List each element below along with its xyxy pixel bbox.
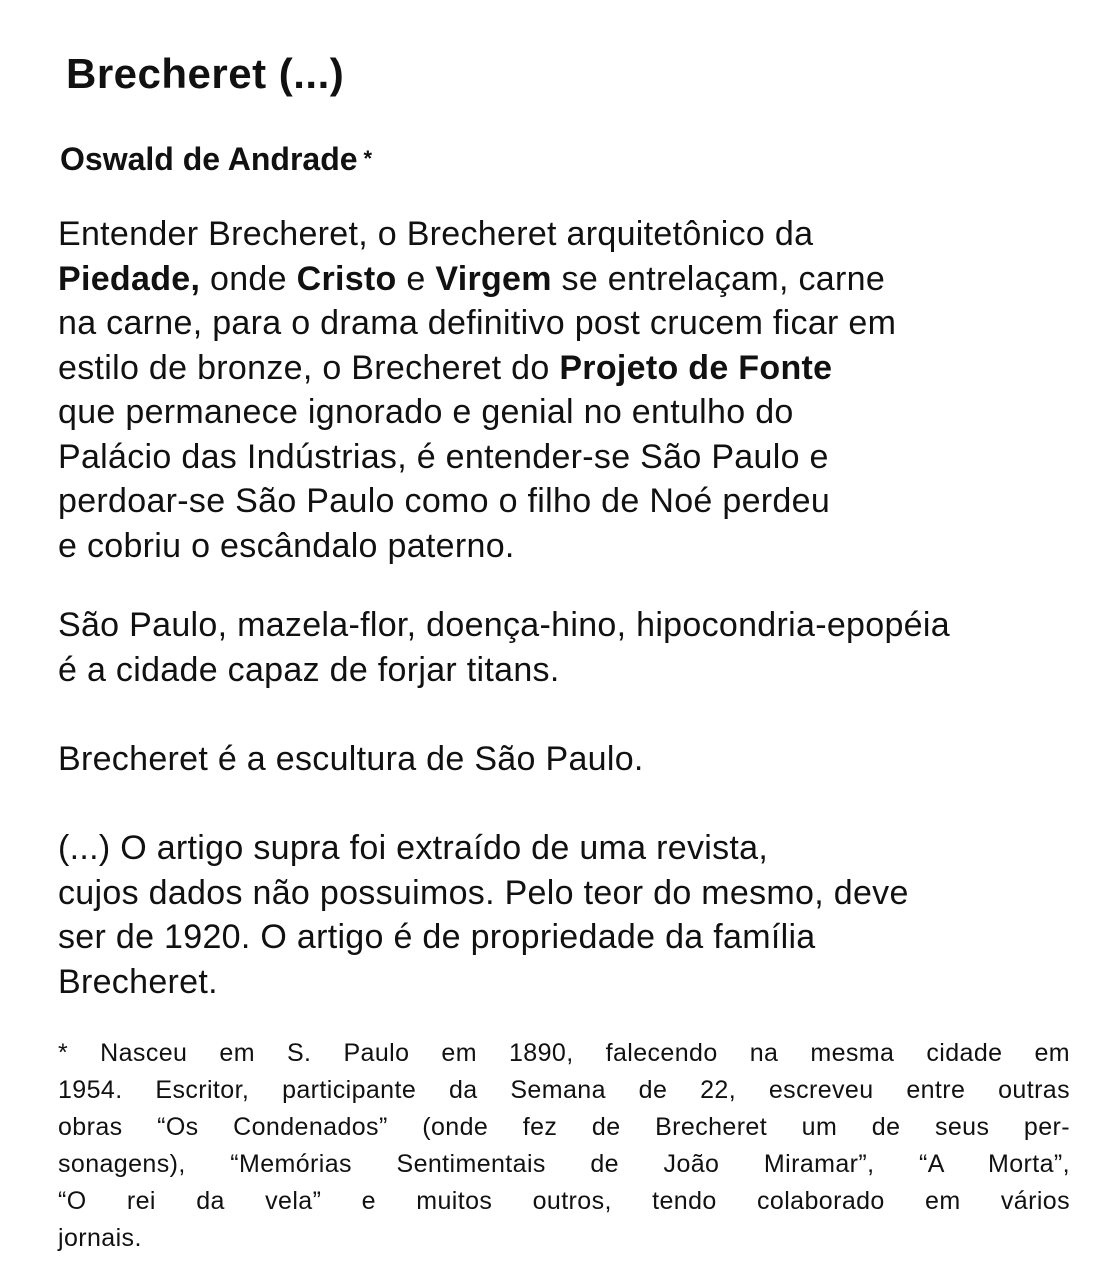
paragraph-1-line (58, 212, 1078, 257)
text-segment: e (396, 259, 436, 298)
footnote-line: jornais. (58, 1224, 142, 1252)
paragraph-4-line: (...) O artigo supra foi extraído de uma revista, (58, 829, 769, 867)
paragraph-1-line (58, 257, 1078, 302)
bold-term-cristo: Cristo (296, 259, 397, 298)
bold-term-projeto-de-fonte: Projeto de Fonte (559, 348, 833, 387)
paragraph-3 (58, 737, 1078, 782)
text-segment: estilo de bronze, o Brecheret do (58, 348, 560, 387)
author-footnote (58, 1035, 1070, 1257)
paragraph-3-line: Brecheret é a escultura de São Paulo. (58, 740, 644, 778)
paragraph-1-line (58, 346, 1078, 391)
text-segment: se entrelaçam, carne (551, 259, 886, 298)
paragraph-1-line (58, 390, 1078, 435)
paragraph-4-line: cujos dados não possuimos. Pelo teor do mesmo, deve (58, 873, 909, 912)
paragraph-1-line (58, 479, 1078, 524)
text-segment: onde (200, 259, 297, 298)
footnote-line: obras “Os Condenados” (onde fez de Brecheret um de seus per- (58, 1113, 1070, 1141)
text-segment: perdoar-se São Paulo como o filho de Noé perdeu (58, 482, 831, 520)
article-author (60, 141, 372, 178)
bold-term-virgem: Virgem (435, 259, 552, 298)
text-segment: que permanece ignorado e genial no entulho do (58, 393, 794, 431)
paragraph-2 (58, 603, 1078, 692)
paragraph-2-line: é a cidade capaz de forjar titans. (58, 650, 560, 689)
paragraph-1-line (58, 301, 1078, 346)
paragraph-4-line: Brecheret. (58, 962, 218, 1001)
paragraph-4 (58, 826, 1078, 1004)
author-name: Oswald de Andrade (60, 141, 358, 177)
paragraph-2-line: São Paulo, mazela-flor, doença-hino, hipocondria-epopéia (58, 606, 950, 644)
footnote-line: sonagens), “Memórias Sentimentais de João Miramar”, “A Morta”, (58, 1150, 1070, 1178)
paragraph-4-line: ser de 1920. O artigo é de propriedade da família (58, 918, 816, 956)
text-segment: Entender Brecheret, o Brecheret arquitetônico da (58, 215, 814, 253)
bold-term-piedade: Piedade, (58, 259, 201, 298)
text-segment: na carne, para o drama definitivo post crucem ficar em (58, 304, 897, 342)
paragraph-1 (58, 212, 1078, 568)
article-title: Brecheret (...) (66, 50, 345, 97)
footnote-line: “O rei da vela” e muitos outros, tendo colaborado em vários (58, 1187, 1070, 1215)
text-segment: Palácio das Indústrias, é entender-se São Paulo e (58, 437, 829, 476)
text-segment: e cobriu o escândalo paterno. (58, 526, 515, 565)
paragraph-1-line (58, 435, 1078, 480)
footnote-line: * Nasceu em S. Paulo em 1890, falecendo na mesma cidade em (58, 1039, 1070, 1067)
footnote-line: 1954. Escritor, participante da Semana de 22, escreveu entre outras (58, 1076, 1070, 1104)
footnote-marker: * (363, 146, 373, 171)
paragraph-1-line (58, 524, 1078, 569)
